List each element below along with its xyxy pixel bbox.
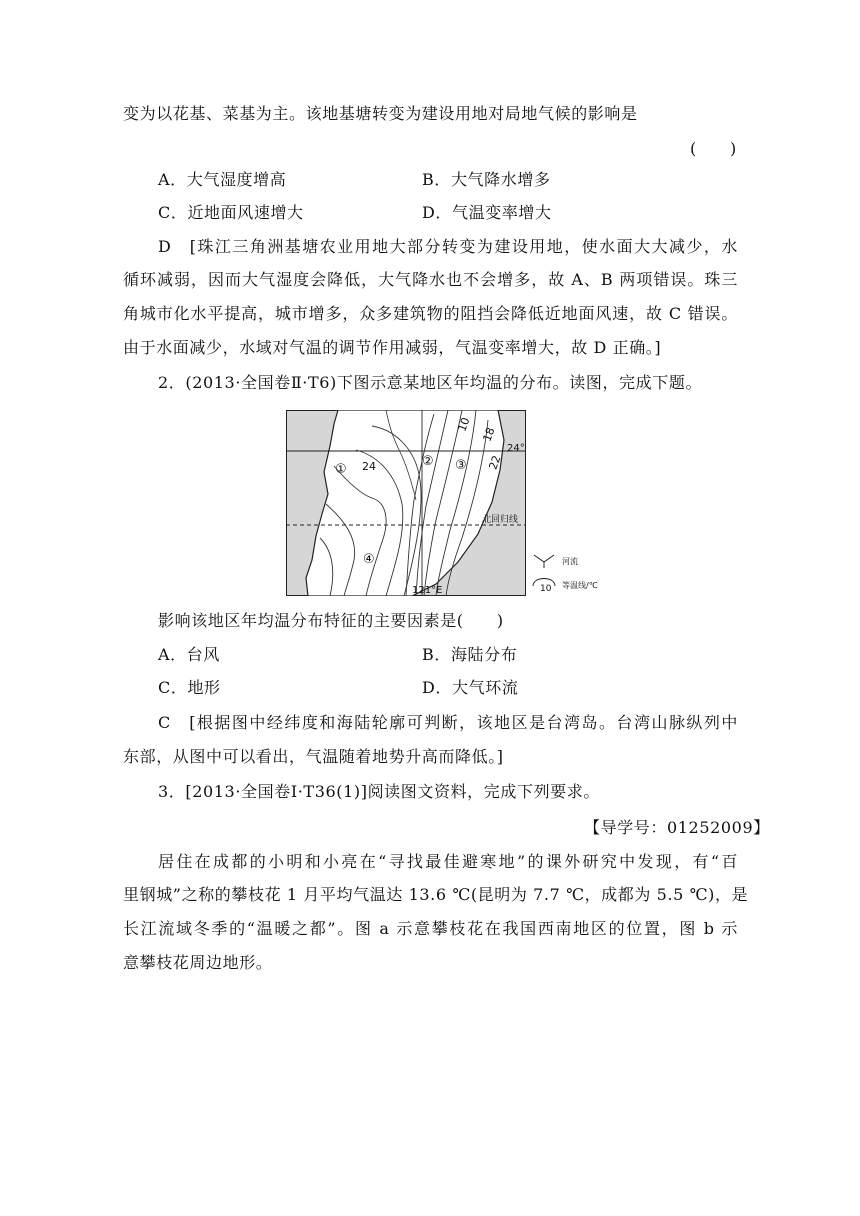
- q2-option-b: B．海陆分布: [422, 645, 518, 664]
- region-marker-3: ③: [455, 458, 467, 473]
- isotherm-label-22: 22: [486, 453, 504, 472]
- isotherm-label-18: 18: [480, 425, 498, 444]
- legend-isotherm-value: 10: [540, 584, 552, 594]
- q1-explanation-line-2: 循环减弱，因而大气湿度会降低，大气降水也不会增多，故 A、B 两项错误。珠三: [123, 270, 738, 289]
- q2-option-c: C．地形: [158, 678, 221, 697]
- longitude-label: 121°E: [412, 585, 443, 596]
- q1-answer-paren: ( ): [690, 139, 737, 158]
- q3-paragraph-line-3: 长江流域冬季的“温暖之都”。图 a 示意攀枝花在我国西南地区的位置，图 b 示: [123, 919, 738, 938]
- legend-river-label: 河流: [562, 557, 578, 566]
- q3-paragraph-line-4: 意攀枝花周边地形。: [123, 953, 273, 972]
- isotherm-label-24: 24: [362, 460, 376, 473]
- isotherm-map: [286, 410, 526, 596]
- q2-stem: 2．(2013·全国卷Ⅱ·T6)下图示意某地区年均温的分布。读图，完成下题。: [158, 373, 703, 392]
- q3-guide-number: 【导学号：01252009】: [584, 818, 770, 837]
- region-marker-2: ②: [422, 454, 434, 469]
- legend-isotherm-label: 等温线/℃: [562, 581, 598, 590]
- region-marker-4: ④: [363, 552, 375, 567]
- q1-explanation-line-1: D [珠江三角洲基塘农业用地大部分转变为建设用地，使水面大大减少，水: [158, 237, 738, 256]
- isotherm-label-10: 10: [455, 415, 473, 434]
- q1-option-a: A．大气湿度增高: [158, 170, 287, 189]
- q2-question: 影响该地区年均温分布特征的主要因素是( ): [158, 611, 504, 630]
- q3-stem: 3．[2013·全国卷Ⅰ·T36(1)]阅读图文资料，完成下列要求。: [158, 782, 600, 801]
- q3-paragraph-line-2: 里钢城”之称的攀枝花 1 月平均气温达 13.6 ℃(昆明为 7.7 ℃，成都为 5.5 ℃)，是: [123, 885, 749, 904]
- q2-option-d: D．大气环流: [422, 678, 519, 697]
- region-marker-1: ①: [335, 462, 347, 477]
- q2-explanation-line-2: 东部，从图中可以看出，气温随着地势升高而降低。]: [123, 747, 504, 766]
- q3-paragraph-line-1: 居住在成都的小明和小亮在“寻找最佳避寒地”的课外研究中发现，有“百: [158, 852, 738, 871]
- tropic-label: 北回归线: [482, 515, 519, 525]
- q2-option-a: A．台风: [158, 645, 220, 664]
- q1-option-c: C．近地面风速增大: [158, 203, 304, 222]
- latitude-label: 24°: [507, 443, 525, 454]
- q1-stem: 变为以花基、菜基为主。该地基塘转变为建设用地对局地气候的影响是: [123, 104, 638, 123]
- q1-option-b: B．大气降水增多: [422, 170, 551, 189]
- river-legend-icon: [534, 555, 554, 568]
- q1-explanation-line-4: 由于水面减少，水域对气温的调节作用减弱，气温变率增大，故 D 正确。]: [123, 338, 662, 357]
- q1-option-d: D．气温变率增大: [422, 203, 552, 222]
- q2-explanation-line-1: C [根据图中经纬度和海陆轮廓可判断，该地区是台湾岛。台湾山脉纵列中: [158, 713, 738, 732]
- q1-explanation-line-3: 角城市化水平提高，城市增多，众多建筑物的阻挡会降低近地面风速，故 C 错误。: [123, 304, 738, 323]
